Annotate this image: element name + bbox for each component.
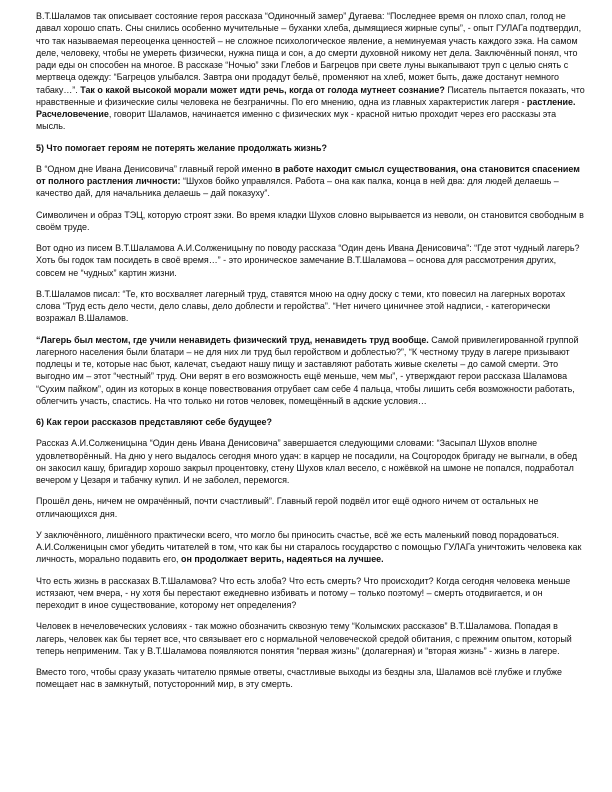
text-segment: В “Одном дне Ивана Денисовича” главный герой именно (36, 163, 275, 174)
paragraph-questions (36, 575, 586, 612)
bold-segment: он продолжает верить, надеяться на лучшее. (181, 554, 384, 565)
text-segment: У заключённого, лишённого практически всего, что могло бы приносить счастье, всё же есть маленький повод порадоваться. А.И.Солженицын смог убедить читателей в том, что как бы ни старалось государство с помощью ГУЛАГа уничтожить человека как личность, морально подавить его, (36, 529, 582, 565)
text-segment: Что есть жизнь в рассказах В.Т.Шаламова? Что есть злоба? Что есть смерть? Что происходит? Когда сегодня человека меньше истязают, чем вчера, - ну хотя бы перестают ежедневно избивать и потому – только поэтому! – смерть отодвигается, и он переходит в иное существование, которому нет определения? (36, 575, 571, 610)
section-heading-5 (36, 142, 586, 154)
text-segment: Самой привилегированной группой лагерного населения были блатари – не для них ли труд был геройством и доблестью?”, “К честному труду в лагере призывают подлецы и те, которые нас бьют, калечат, съедают нашу пищу и заставляют работать живые скелеты – до самой смерти. Это выгодно им – этот “честный” труд. Они верят в его возможность ещё меньше, чем мы”, - утверждают герои рассказа Шаламова “Сухим пайком”, один из которых в конце повествования отрубает сам себе 4 пальца, чтобы лишить себя возможности работать, облегчить участь, спастись. На что только ни готов человек, помещённый в адские условия… (36, 334, 579, 406)
section-heading-6 (36, 416, 586, 428)
paragraph-labor-quote (36, 288, 586, 325)
text-segment: Вот одно из писем В.Т.Шаламова А.И.Солженицыну по поводу рассказа “Один день Ивана Денисовича”: “Где этот чудный лагерь? Хоть бы годок там посидеть в своё время…” - это ироническое замечание В.Т.Шаламова – основа для рассмотрения других, совсем не “чудных” картин жизни. (36, 243, 580, 278)
text-segment: Символичен и образ ТЭЦ, которую строят зэки. Во время кладки Шухов словно вырывается из неволи, он становится свободным в своём труде. (36, 209, 584, 232)
text-segment: , говорит Шаламов, начинается именно с физических мук - красной нитью проходит через его рассказы эта мысль. (36, 109, 557, 132)
paragraph-letter (36, 242, 586, 279)
paragraph-shukhov-ending (36, 437, 586, 486)
paragraph-day-passed (36, 495, 586, 520)
paragraph-work-meaning (36, 163, 586, 200)
text-segment: Писатель пытается показать, что нравственные и физические силы человека не безграничны. По его мнению, одна из главных характеристик лагеря - (36, 84, 585, 107)
paragraph-tets-symbol (36, 209, 586, 234)
text-segment: Рассказ А.И.Солженицына “Один день Ивана Денисовича” завершается следующими словами: “Засыпал Шухов вполне удовлетворённый. На дню у него выдалось сегодня много удач: в карцер не посадили, на Соцгородок бригаду не выгнали, в обед он закосил кашу, бригадир хорошо закрыл процентовку, стену Шухов клал весело, с ножёвкой на шмоне не попался, подработал вечером у Цезаря и табачку купил. И не заболел, перемогся. (36, 438, 578, 485)
bold-segment: Так о какой высокой морали может идти речь, когда от голода мутнеет сознание? (80, 84, 445, 95)
heading-text: 6) Как герои рассказов представляют себе будущее? (36, 417, 272, 427)
text-segment: “Шухов бойко управлялся. Работа – она как палка, конца в ней два: для людей делаешь – качество дай, для начальника делаешь – дай показуху”. (36, 176, 559, 199)
heading-text: 5) Что помогает героям не потерять желание продолжать жизнь? (36, 142, 327, 153)
text-segment: В.Т.Шаламов писал: “Те, кто восхваляет лагерный труд, ставятся мною на одну доску с теми, кто повесил на лагерных воротах слова “Труд есть дело чести, дело славы, дело доблести и геройства”. “Нет ничего циничнее этой надписи, - категорически возражал В.Шаламов. (36, 288, 566, 324)
paragraph-inhuman-conditions (36, 620, 586, 657)
bold-segment: “Лагерь был местом, где учили ненавидеть физический труд, ненавидеть труд вообще. (36, 334, 429, 345)
bold-segment: в работе находит смысл существования, она становится спасением от полного растления личности: (36, 163, 580, 186)
text-segment: Прошёл день, ничем не омрачённый, почти счастливый”. Главный герой подвёл итог ещё одного ничем от остальных не отличающихся дня. (36, 496, 539, 519)
paragraph-dugaev-hunger (36, 10, 586, 133)
bold-segment: растление. Расчеловечение (36, 96, 576, 119)
paragraph-hope (36, 529, 586, 566)
paragraph-camp-hate-labor (36, 334, 586, 408)
text-segment: Человек в нечеловеческих условиях - так можно обозначить сквозную тему “Колымских рассказов” В.Т.Шаламова. Попадая в лагерь, человек как бы теряет все, что связывает его с нормальной человеческой средой обитания, с прежним опытом, который теперь неприменим. Так у В.Т.Шаламова появляются понятия “первая жизнь” (долагерная) и “вторая жизнь” - жизнь в лагере. (36, 621, 572, 656)
paragraph-closed-world (36, 666, 586, 691)
text-segment: В.Т.Шаламов так описывает состояние героя рассказа “Одиночный замер” Дугаева: “Последнее время он плохо спал, голод не давал хорошо спать. Сны снились особенно мучительные – буханки хлеба, дымящиеся жирные супы”, - опыт ГУЛАГа подтвердил, что так называемая переоценка ценностей – не сложное психологическое явление, а неминуемая участь каждого зэка. На самом деле, человеку, чтобы не умереть физически, нужна пища и сон, а до смерти духовной никому нет дела. Заключённый понял, что ради еды он способен на многое. В рассказе “Ночью” зэки Глебов и Багрецов при свете луны выкапывают труп с целью снять с мертвеца одежду: “Багрецов улыбался. Завтра они продадут бельё, променяют на хлеб, может быть, даже достанут немного табаку…”. (36, 11, 582, 95)
text-segment: Вместо того, чтобы сразу указать читателю прямые ответы, счастливые выходы из бездны зла, Шаламов всё глубже и глубже помещает нас в замкнутый, потусторонний мир, в эту смерть. (36, 667, 562, 690)
